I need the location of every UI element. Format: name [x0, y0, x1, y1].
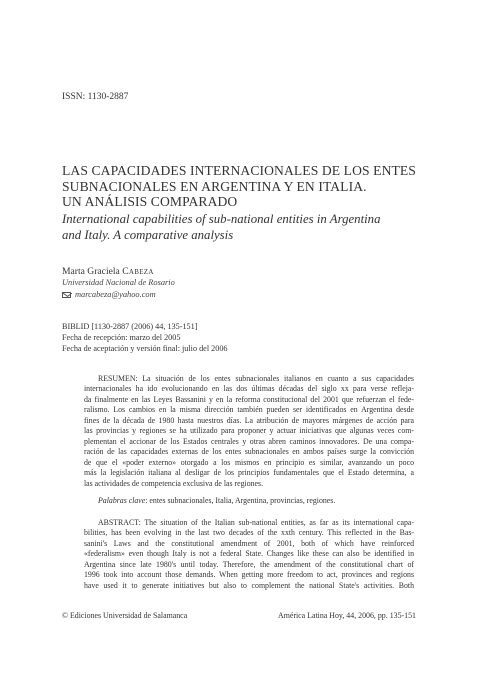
resumen-line: las provincias y regiones se ha utilizado para proponer y actuar iniciativas que algunas veces com- [84, 426, 414, 436]
abstract-line: «federalism» even though Italy is not a federal State. Changes like these can also be identified in [84, 549, 414, 559]
abstract-line: Argentina since late 1980's until today. Therefore, the amendment of the constitutional chart of [84, 559, 414, 569]
keywords-label: Palabras clave [98, 496, 146, 505]
keywords-paragraph [84, 496, 414, 506]
author-given-name: Marta Graciela [62, 266, 123, 277]
author-name [62, 266, 154, 277]
title-es-line: LAS CAPACIDADES INTERNACIONALES DE LOS ENTES [62, 163, 416, 178]
title-es-line: SUBNACIONALES EN ARGENTINA Y EN ITALIA. [62, 178, 367, 194]
resumen-paragraph [84, 374, 414, 489]
article-title-english [62, 211, 442, 243]
article-title-spanish [62, 163, 442, 210]
abstract-line: 1996 took into account those demands. When getting more freedom to act, provinces and regions [84, 570, 414, 580]
abstract-line: sanini's Laws and the constitutional amendment of 2001, both of which have reinforced [84, 538, 414, 548]
footer-journal-citation: América Latina Hoy, 44, 2006, pp. 135-151 [278, 611, 416, 620]
resumen-line: plementan el accionar de los Estados centrales y otras abren caminos innovadores. De una compa- [84, 436, 414, 446]
resumen-line: ralismo. Los cambios en la misma dirección también pueden ser identificados en Argentina desde [84, 405, 414, 415]
resumen-line: de que el «poder externo» otorgado a los mismos en principio es similar, avanzando un poco [84, 457, 414, 467]
resumen-line: fines de la década de 1980 hasta nuestros días. La atribución de mayores márgenes de acción para [84, 415, 414, 425]
abstract-line: bilities, has been evolving in the last two decades of the xxth century. This reflected in the Bas- [84, 528, 414, 538]
resumen-line: más la legislación italiana al desligar de los principios fundamentales que el Estado determina, a [84, 468, 414, 478]
resumen-line: ración de las capacidades externas de los entes subnacionales en ambos países surge la convicción [84, 447, 414, 457]
title-es-line: UN ANÁLISIS COMPARADO [62, 194, 238, 209]
biblid-line: BIBLID [1130-2887 (2006) 44, 135-151] [62, 322, 198, 331]
resumen-line: internacionales ha ido evolucionando en las dos últimas décadas del siglo xx para verse refleja- [84, 384, 414, 394]
title-en-line: and Italy. A comparative analysis [62, 228, 234, 242]
received-date: Fecha de recepción: marzo del 2005 [62, 333, 181, 343]
resumen-line: las actividades de competencia exclusiva de las regiones. [84, 478, 264, 488]
issn-label: ISSN: 1130-2887 [62, 92, 129, 102]
bibliographic-info [62, 321, 228, 355]
abstract-line: have used it to generate initiatives but also to complement the national State's activities. Both [84, 580, 414, 590]
abstract-line: ABSTRACT: The situation of the Italian sub-national entities, as far as its international capa- [98, 518, 414, 527]
author-email[interactable]: marcabeza@yahoo.com [75, 290, 156, 299]
abstract-paragraph [84, 518, 414, 591]
resumen-line: da finalmente en las Leyes Bassanini y en la reforma constitucional del 2001 que refuerzan el fede- [84, 394, 414, 404]
keywords-list: : entes subnacionales, Italia, Argentina, provincias, regiones. [145, 496, 336, 505]
author-affiliation: Universidad Nacional de Rosario [62, 278, 175, 287]
footer-copyright: © Ediciones Universidad de Salamanca [62, 611, 188, 620]
envelope-icon [62, 292, 71, 298]
resumen-line: RESUMEN: La situación de los entes subnacionales italianos en cuanto a sus capacidades [98, 374, 414, 383]
author-surname: Cabeza [122, 266, 154, 277]
title-en-line: International capabilities of sub-national entities in Argentina [62, 212, 381, 226]
author-email-row [62, 290, 156, 299]
accepted-date: Fecha de aceptación y versión final: julio del 2006 [62, 344, 228, 354]
